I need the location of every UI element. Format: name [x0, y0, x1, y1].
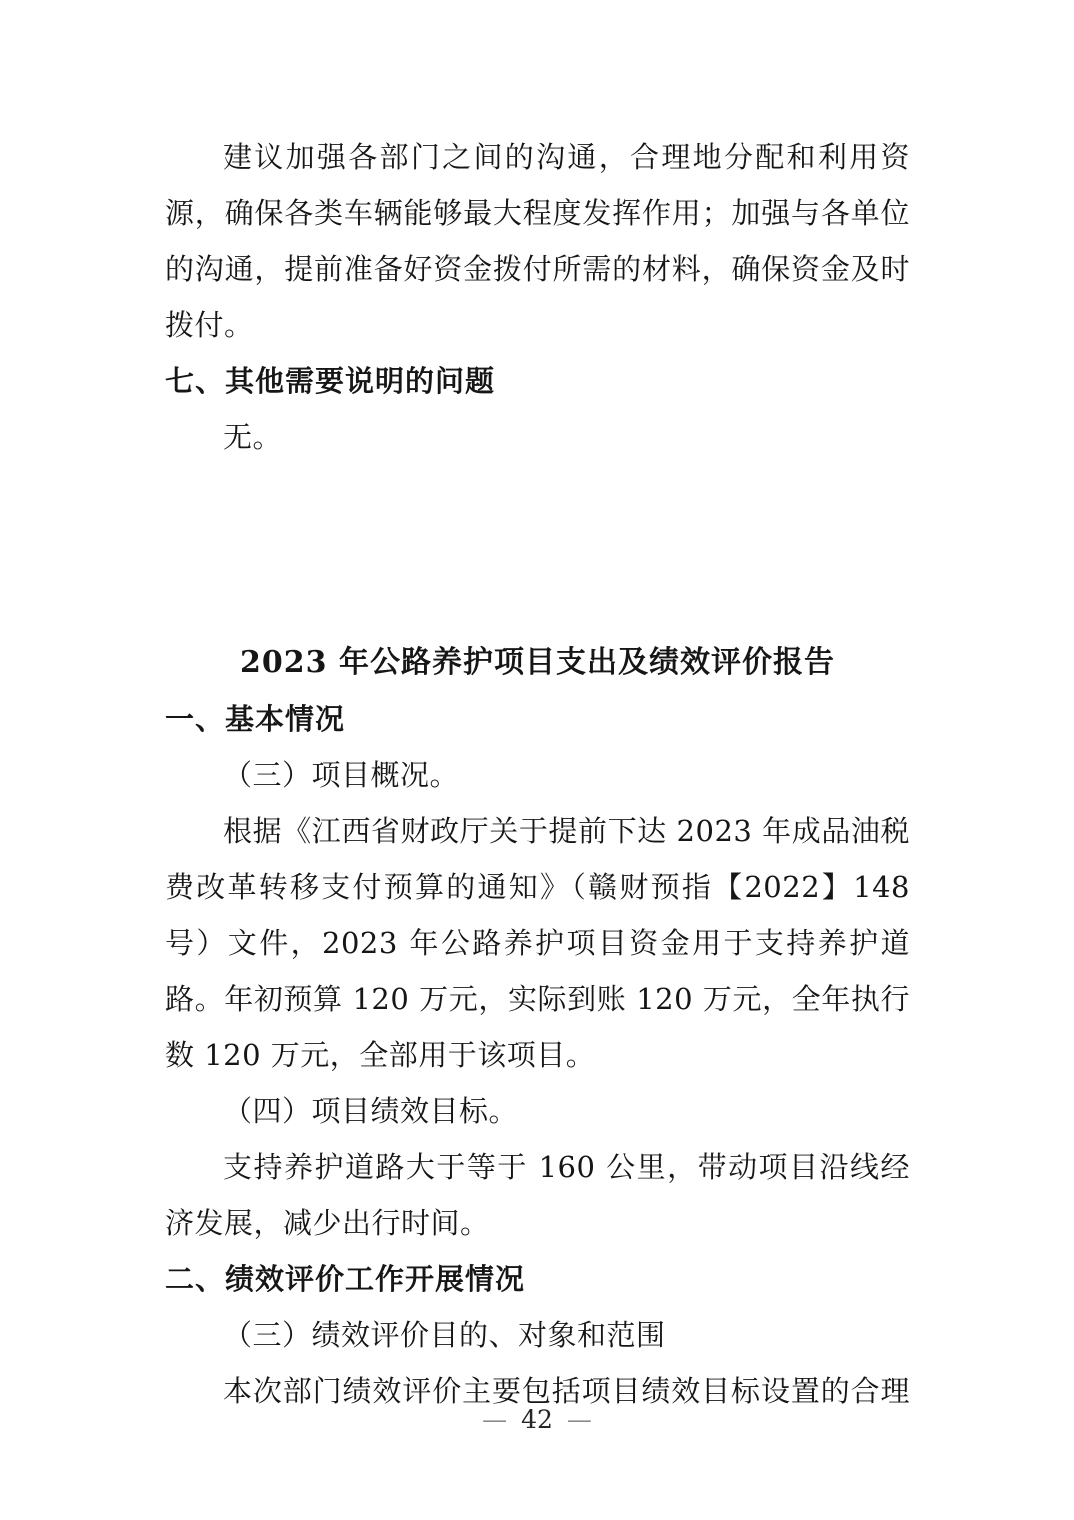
- footer-dash-right: —: [566, 1405, 592, 1434]
- subheading-performance-goal: （四）项目绩效目标。: [223, 1094, 519, 1128]
- page-content: [165, 0, 910, 1419]
- paragraph-performance-goal: 支持养护道路大于等于 160 公里，带动项目沿线经济发展，减少出行时间。: [165, 1150, 910, 1240]
- report-title: 2023 年公路养护项目支出及绩效评价报告: [240, 645, 835, 680]
- heading-section-seven: 七、其他需要说明的问题: [165, 364, 496, 398]
- paragraph-recommendation: 建议加强各部门之间的沟通，合理地分配和利用资源，确保各类车辆能够最大程度发挥作用；加强与各单位的沟通，提前准备好资金拨付所需的材料，确保资金及时拨付。: [165, 140, 910, 342]
- page-footer: [0, 1400, 1074, 1440]
- subheading-project-overview: （三）项目概况。: [223, 758, 460, 792]
- paragraph-project-overview: 根据《江西省财政厅关于提前下达 2023 年成品油税费改革转移支付预算的通知》（赣财预指【2022】148 号）文件，2023 年公路养护项目资金用于支持养护道路。年初预算 120 万元，实际到账 120 万元，全年执行数 120 万元，全部用于该项目。: [165, 814, 910, 1072]
- page-number: 42: [521, 1405, 553, 1434]
- paragraph-evaluation-scope: 本次部门绩效评价主要包括项目绩效目标设置的合理: [223, 1374, 910, 1408]
- subheading-evaluation-purpose: （三）绩效评价目的、对象和范围: [223, 1318, 666, 1352]
- heading-section-two: 二、绩效评价工作开展情况: [165, 1262, 526, 1296]
- paragraph-none: 无。: [223, 420, 283, 454]
- heading-section-one: 一、基本情况: [165, 702, 346, 736]
- footer-dash-left: —: [482, 1405, 508, 1434]
